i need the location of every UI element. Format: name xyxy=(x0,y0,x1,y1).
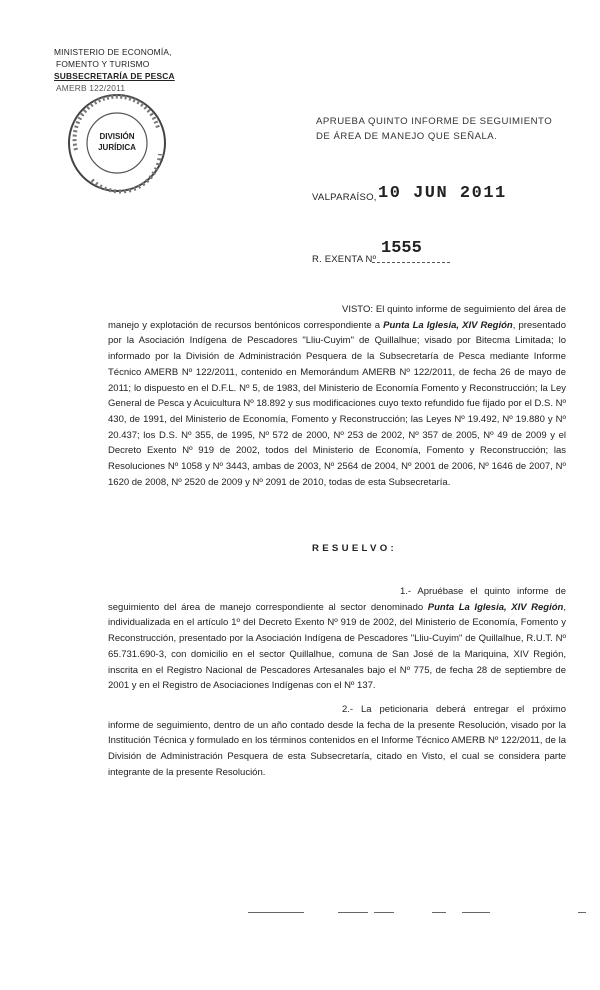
letterhead-ministry-line2: FOMENTO Y TURISMO xyxy=(56,59,150,69)
visto-paragraph xyxy=(108,302,566,490)
document-subject: APRUEBA QUINTO INFORME DE SEGUIMIENTO DE ÁREA DE MANEJO QUE SEÑALA. xyxy=(316,116,553,142)
p1-text: 1.- Apruébase el quinto informe de seguimiento del área de manejo correspondiente al sector denominado xyxy=(108,586,566,613)
footer-dash-1 xyxy=(248,912,304,913)
letterhead xyxy=(54,46,175,94)
footer-dash-5 xyxy=(462,912,490,913)
date-label: VALPARAÍSO, xyxy=(312,192,377,203)
visto-lead: VISTO: xyxy=(342,304,373,315)
resolution-number: 1555 xyxy=(381,239,422,258)
resuelvo-heading: RESUELVO: xyxy=(312,543,397,554)
resolution-label: R. EXENTA Nº xyxy=(312,254,377,265)
date-stamp-value: 10 JUN 2011 xyxy=(378,184,507,203)
stamp-center-line2: JURÍDICA xyxy=(98,143,136,152)
footer-dash-6 xyxy=(578,912,586,913)
resolution-paragraph-1 xyxy=(108,584,566,694)
letterhead-ministry: MINISTERIO DE ECONOMÍA, xyxy=(54,47,172,57)
stamp-center-line1: DIVISIÓN xyxy=(99,132,135,141)
resolution-number-underline xyxy=(372,262,450,263)
footer-dash-2 xyxy=(338,912,368,913)
visto-text: El quinto informe de seguimiento del área de manejo y explotación de recursos bentónicos correspondiente a xyxy=(108,304,566,331)
footer-dash-3 xyxy=(374,912,394,913)
letterhead-reference: AMERB 122/2011 xyxy=(56,83,126,93)
p1-text-cont: , individualizada en el artículo 1º del Decreto Exento Nº 919 de 2002, del Ministerio de Economía, Fomento y Reconstrucción, presentado por la Asociación Indígena de Pescadores "Lliu-Cuyim" de Quillalhue, R.U.T. Nº 65.731.690-3, con domicilio en el sector Quillalhue, comuna de San José de la Mariquina, XIV Región, inscrita en el Registro Nacional de Pescadores Artesanales bajo el Nº 775, de fecha 28 de septiembre de 2001 y en el Registro de Asociaciones Indígenas con el Nº 137. xyxy=(108,601,566,692)
footer-dash-4 xyxy=(432,912,446,913)
p1-place: Punta La Iglesia, XIV Región xyxy=(427,601,564,613)
division-juridica-stamp xyxy=(62,88,172,198)
resolution-paragraph-2: 2.- La peticionaria deberá entregar el próximo informe de seguimiento, dentro de un año contado desde la fecha de la presente Resolución, visado por la Institución Técnica y formulado en los términos contenidos en el Informe Técnico AMERB Nº 122/2011, de la División de Administración Pesquera de esta Subsecretaría, citado en Visto, el cual se considera parte integrante de la presente Resolución. xyxy=(108,704,566,778)
visto-text-cont: , presentado por la Asociación Indígena de Pescadores "Lliu-Cuyim" de Quillalhue; visado por Bitecma Limitada; lo informado por la División de Administración Pesquera de la Subsecretaría de Pesca mediante Informe Técnico AMERB Nº 122/2011, contenido en Memorándum AMERB Nº 122/2011, de fecha 26 de mayo de 2011; lo dispuesto en el D.F.L. Nº 5, de 1983, del Ministerio de Economía Fomento y Reconstrucción; la Ley General de Pesca y Acuicultura Nº 18.892 y sus modificaciones cuyo texto refundido fue fijado por el D.S. Nº 430, de 1991, del Ministerio de Economía, Fomento y Reconstrucción; las Leyes Nº 19.492, Nº 19.880 y Nº 20.437; los D.S. Nº 355, de 1995, Nº 572 de 2000, Nº 253 de 2002, Nº 357 de 2005, Nº 49 de 2009 y el Decreto Exento Nº 919 de 2002, todos del Ministerio de Economía, Fomento y Reconstrucción; las Resoluciones Nº 1058 y Nº 3443, ambas de 2003, Nº 2564 de 2004, Nº 2001 de 2006, Nº 1646 de 2007, Nº 1620 de 2008, Nº 2520 de 2009 y Nº 2091 de 2010, todas de esta Subsecretaría. xyxy=(108,319,566,488)
letterhead-subsecretaria: SUBSECRETARÍA DE PESCA xyxy=(54,71,175,81)
visto-place: Punta La Iglesia, XIV Región xyxy=(383,319,513,331)
